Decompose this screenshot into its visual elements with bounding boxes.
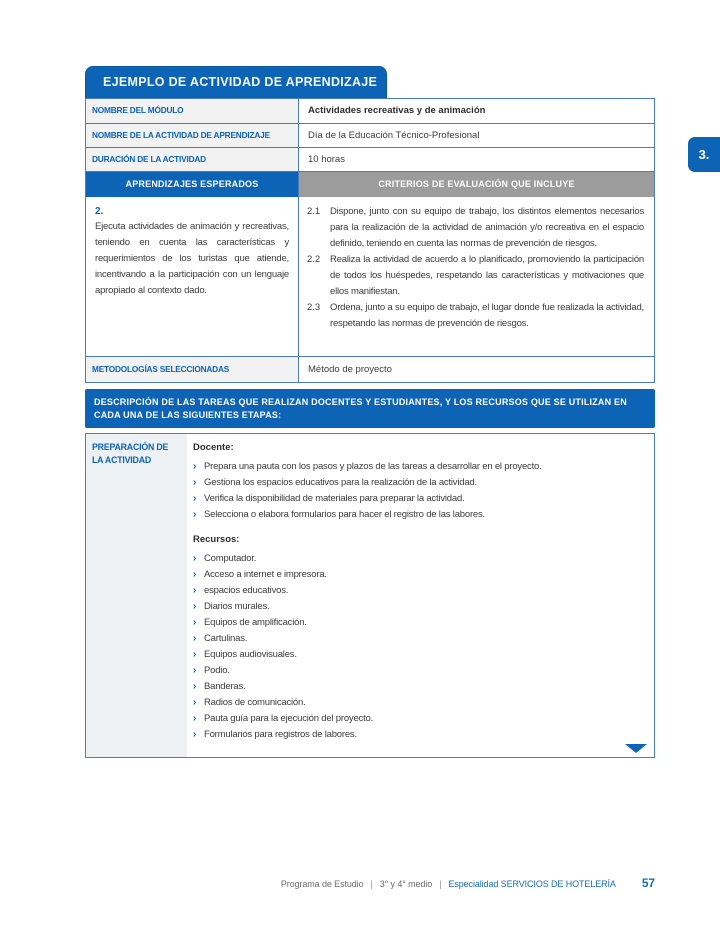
- table-row: [86, 147, 654, 171]
- teacher-task: Gestiona los espacios educativos para la realización de la actividad.: [204, 477, 477, 488]
- bullet-arrow-icon: ›: [193, 681, 197, 692]
- tasks-description-text: DESCRIPCIÓN DE LAS TAREAS QUE REALIZAN DOCENTES Y ESTUDIANTES, Y LOS RECURSOS QUE SE UTILIZAN EN CADA UNA DE LAS SIGUIENTES ETAPAS:: [94, 397, 627, 420]
- bullet-arrow-icon: ›: [193, 477, 197, 488]
- list-item: [193, 711, 640, 727]
- bullet-arrow-icon: ›: [193, 697, 197, 708]
- resource-item: Banderas.: [204, 681, 246, 692]
- criterion-text: Realiza la actividad de acuerdo a lo planificado, promoviendo la participación de todos los huéspedes, respetando las características y motivaciones que ellos manifiestan.: [330, 254, 644, 297]
- stage-name: PREPARACIÓN DE LA ACTIVIDAD: [92, 442, 169, 465]
- bullet-arrow-icon: ›: [193, 601, 197, 612]
- criterion-item: [307, 300, 644, 332]
- resource-item: espacios educativos.: [204, 585, 289, 596]
- resource-item: Radios de comunicación.: [204, 697, 306, 708]
- teacher-task: Selecciona o elabora formularios para hacer el registro de las labores.: [204, 509, 485, 520]
- list-item: [193, 567, 640, 583]
- list-item: [193, 491, 640, 507]
- chapter-number: 3.: [698, 147, 710, 162]
- list-item: [193, 695, 640, 711]
- bullet-arrow-icon: ›: [193, 553, 197, 564]
- resource-item: Podio.: [204, 665, 230, 676]
- list-item: [193, 631, 640, 647]
- bullet-arrow-icon: ›: [193, 713, 197, 724]
- resource-item: Equipos de amplificación.: [204, 617, 307, 628]
- footer-program: Programa de Estudio: [280, 879, 364, 889]
- list-item: [193, 599, 640, 615]
- activity-name-label: NOMBRE DE LA ACTIVIDAD DE APRENDIZAJE: [86, 124, 298, 147]
- list-item: [193, 663, 640, 679]
- teacher-heading: Docente:: [193, 442, 234, 453]
- criteria-cell: [298, 197, 654, 356]
- list-item: [193, 551, 640, 567]
- criterion-number: 2.1: [307, 206, 321, 217]
- evaluation-criteria-header: CRITERIOS DE EVALUACIÓN QUE INCLUYE: [298, 172, 654, 197]
- footer-grade: 3° y 4° medio: [379, 879, 433, 889]
- table-row: [86, 123, 654, 147]
- tasks-description-banner: [85, 389, 655, 428]
- resource-item: Diarios murales.: [204, 601, 270, 612]
- activity-table: [85, 98, 655, 383]
- duration-value: 10 horas: [298, 148, 654, 171]
- page-content: [85, 66, 655, 758]
- expected-learning-text: Ejecuta actividades de animación y recreativas, teniendo en cuenta las características y requerimientos de los turistas que atiende, incentivando a la participación con un lenguaje apropiado al contexto dado.: [95, 221, 289, 296]
- bullet-arrow-icon: ›: [193, 585, 197, 596]
- chapter-side-tab: [688, 137, 720, 172]
- criterion-item: [307, 252, 644, 300]
- resource-item: Equipos audiovisuales.: [204, 649, 297, 660]
- criterion-text: Dispone, junto con su equipo de trabajo, los distintos elementos necesarios para la realización de la actividad de animación y/o recreativa en el espacio definido, teniendo en cuenta las normas de prevención de riesgos.: [330, 206, 644, 249]
- module-name-label: NOMBRE DEL MÓDULO: [86, 99, 298, 123]
- resources-heading: Recursos:: [193, 534, 240, 545]
- list-item: [193, 459, 640, 475]
- criterion-text: Ordena, junto a su equipo de trabajo, el lugar donde fue realizada la actividad, respetando las normas de prevención de riesgos.: [330, 302, 644, 329]
- footer-specialty: Especialidad SERVICIOS DE HOTELERÍA: [448, 879, 616, 889]
- footer-separator: |: [370, 879, 373, 889]
- stage-name-cell: [86, 434, 187, 757]
- resource-item: Cartulinas.: [204, 633, 248, 644]
- expected-learning-number: 2.: [95, 206, 104, 217]
- teacher-task: Verifica la disponibilidad de materiales para preparar la actividad.: [204, 493, 465, 504]
- list-item: [193, 647, 640, 663]
- methodologies-label: METODOLOGÍAS SELECCIONADAS: [86, 357, 298, 382]
- list-item: [193, 475, 640, 491]
- expected-learning-cell: [86, 197, 298, 356]
- bullet-arrow-icon: ›: [193, 493, 197, 504]
- bullet-arrow-icon: ›: [193, 633, 197, 644]
- resource-item: Acceso a internet e impresora.: [204, 569, 327, 580]
- methodologies-value: Método de proyecto: [298, 357, 654, 382]
- page-title-tab: [85, 66, 387, 98]
- resource-item: Computador.: [204, 553, 257, 564]
- bullet-arrow-icon: ›: [193, 569, 197, 580]
- stage-detail-cell: [187, 434, 654, 757]
- page-footer: [0, 876, 655, 890]
- resource-item: Formularios para registros de labores.: [204, 729, 357, 740]
- bullet-arrow-icon: ›: [193, 649, 197, 660]
- list-item: [193, 727, 640, 743]
- table-header-row: [86, 171, 654, 196]
- bullet-arrow-icon: ›: [193, 461, 197, 472]
- bullet-arrow-icon: ›: [193, 509, 197, 520]
- continues-next-page-icon: [625, 744, 647, 753]
- duration-label: DURACIÓN DE LA ACTIVIDAD: [86, 148, 298, 171]
- activity-preparation-box: [85, 433, 655, 758]
- list-item: [193, 507, 640, 523]
- list-item: [193, 615, 640, 631]
- table-row: [86, 356, 654, 382]
- expected-learnings-header: APRENDIZAJES ESPERADOS: [86, 172, 298, 197]
- table-row: [86, 99, 654, 123]
- bullet-arrow-icon: ›: [193, 617, 197, 628]
- criterion-item: [307, 204, 644, 252]
- activity-name-value: Día de la Educación Técnico-Profesional: [298, 124, 654, 147]
- list-item: [193, 583, 640, 599]
- page-title: EJEMPLO DE ACTIVIDAD DE APRENDIZAJE: [103, 75, 378, 89]
- page-number: 57: [641, 876, 655, 890]
- table-body-row: [86, 196, 654, 356]
- module-name-value: Actividades recreativas y de animación: [298, 99, 654, 123]
- bullet-arrow-icon: ›: [193, 665, 197, 676]
- teacher-task: Prepara una pauta con los pasos y plazos de las tareas a desarrollar en el proyecto.: [204, 461, 542, 472]
- criterion-number: 2.3: [307, 302, 321, 313]
- list-item: [193, 679, 640, 695]
- criterion-number: 2.2: [307, 254, 321, 265]
- resource-item: Pauta guía para la ejecución del proyecto.: [204, 713, 374, 724]
- bullet-arrow-icon: ›: [193, 729, 197, 740]
- footer-separator: |: [439, 879, 442, 889]
